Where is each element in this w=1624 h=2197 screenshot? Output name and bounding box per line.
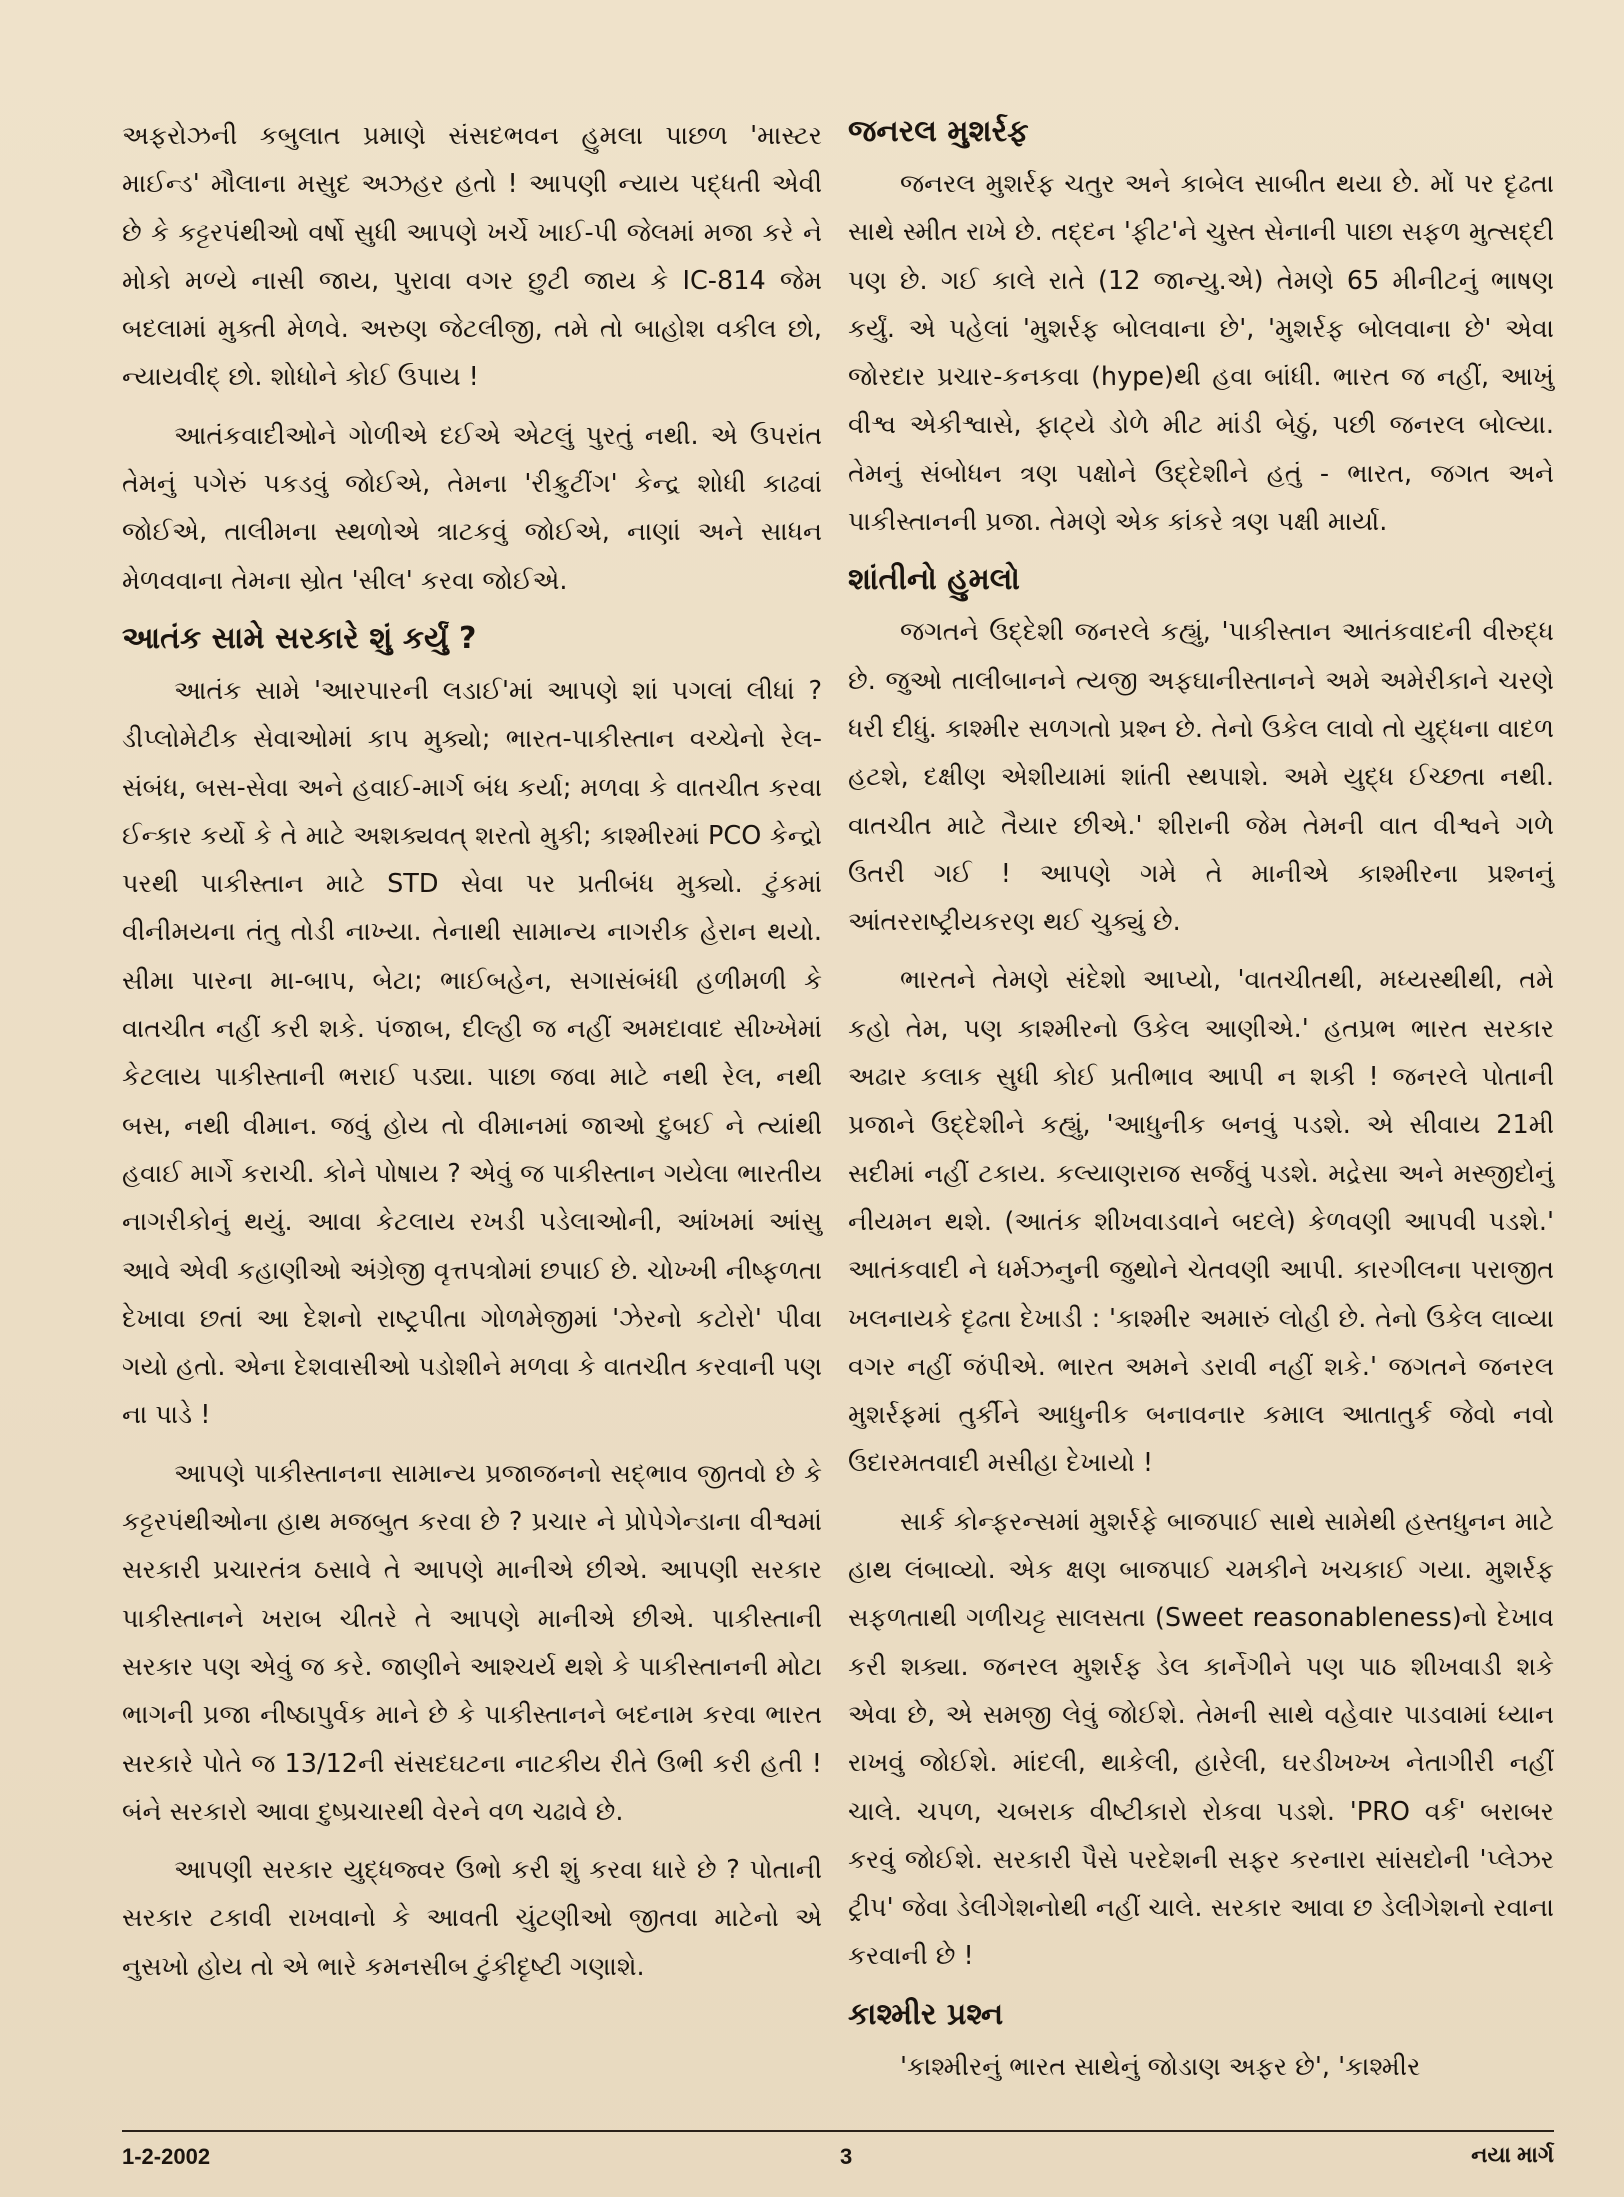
- section-heading: શાંતીનો હુમલો: [848, 562, 1020, 598]
- section-heading: જનરલ મુશર્રફ: [848, 114, 1029, 149]
- paragraph: જનરલ મુશર્રફ ચતુર અને કાબેલ સાબીત થયા છે. મોં પર દૃઢતા સાથે સ્મીત રાખે છે. તદ્દન 'ફીટ'ને ચુસ્ત સેનાની પાછા સફળ મુત્સદ્દી પણ છે. ગઈ કાલે રાતે (12 જાન્યુ.એ) તેમણે 65 મીનીટનું ભાષણ કર્યું. એ પહેલાં 'મુશર્રફ બોલવાના છે', 'મુશર્રફ બોલવાના છે' એવા જોરદાર પ્રચાર-કનકવા (hype)થી હવા બાંધી. ભારત જ નહીં, આખું વીશ્વ એકીશ્વાસે, ફાટ્યે ડોળે મીટ માંડી બેઠું, પછી જનરલ બોલ્યા. તેમનું સંબોધન ત્રણ પક્ષોને ઉદ્દેશીને હતું - ભારત, જગત અને પાકીસ્તાનની પ્રજા. તેમણે એક કાંકરે ત્રણ પક્ષી માર્યા.: [848, 169, 1554, 538]
- paragraph: જગતને ઉદ્દેશી જનરલે કહ્યું, 'પાકીસ્તાન આતંકવાદની વીરુદ્ધ છે. જુઓ તાલીબાનને ત્યજી અફઘાનીસ્તાનને અમે અમેરીકાને ચરણે ધરી દીધું. કાશ્મીર સળગતો પ્રશ્ન છે. તેનો ઉકેલ લાવો તો યુદ્ધના વાદળ હટશે, દક્ષીણ એશીયામાં શાંતી સ્થપાશે. અમે યુદ્ધ ઈચ્છતા નથી. વાતચીત માટે તૈયાર છીએ.' શીરાની જેમ તેમની વાત વીશ્વને ગળે ઉતરી ગઈ ! આપણે ગમે તે માનીએ કાશ્મીરના પ્રશ્નનું આંતરરાષ્ટ્રીયકરણ થઈ ચુક્યું છે.: [848, 617, 1554, 938]
- paragraph: આતંક સામે 'આરપારની લડાઈ'માં આપણે શાં પગલાં લીધાં ? ડીપ્લોમેટીક સેવાઓમાં કાપ મુક્યો; ભારત-પાકીસ્તાન વચ્ચેનો રેલ-સંબંધ, બસ-સેવા અને હવાઈ-માર્ગ બંધ કર્યા; મળવા કે વાતચીત કરવા ઈન્કાર કર્યો કે તે માટે અશક્યવત્ શરતો મુકી; કાશ્મીરમાં PCO કેન્દ્રો પરથી પાકીસ્તાન માટે STD સેવા પર પ્રતીબંધ મુક્યો. ટુંકમાં વીનીમયના તંતુ તોડી નાખ્યા. તેનાથી સામાન્ય નાગરીક હેરાન થયો. સીમા પારના મા-બાપ, બેટા; ભાઈબહેન, સગાસંબંધી હળીમળી કે વાતચીત નહીં કરી શકે. પંજાબ, દીલ્હી જ નહીં અમદાવાદ સીખ્ખેમાં કેટલાય પાકીસ્તાની ભરાઈ પડ્યા. પાછા જવા માટે નથી રેલ, નથી બસ, નથી વીમાન. જવું હોય તો વીમાનમાં જાઓ દુબઈ ને ત્યાંથી હવાઈ માર્ગે કરાચી. કોને પોષાય ? એવું જ પાકીસ્તાન ગયેલા ભારતીય નાગરીકોનું થયું. આવા કેટલાય રખડી પડેલાઓની, આંખમાં આંસુ આવે એવી કહાણીઓ અંગ્રેજી વૃત્તપત્રોમાં છપાઈ છે. ચોખ્ખી નીષ્ફળતા દેખાવા છતાં આ દેશનો રાષ્ટ્રપીતા ગોળમેજીમાં 'ઝેરનો કટોરો' પીવા ગયો હતો. એના દેશવાસીઓ પડોશીને મળવા કે વાતચીત કરવાની પણ ના પાડે !: [122, 675, 822, 1431]
- paragraph: આપણી સરકાર યુદ્ધજ્વર ઉભો કરી શું કરવા ધારે છે ? પોતાની સરકાર ટકાવી રાખવાનો કે આવતી ચુંટણીઓ જીતવા માટેનો એ નુસખો હોય તો એ ભારે કમનસીબ ટુંકીદૃષ્ટી ગણાશે.: [122, 1855, 822, 1982]
- paragraph: ભારતને તેમણે સંદેશો આપ્યો, 'વાતચીતથી, મધ્યસ્થીથી, તમે કહો તેમ, પણ કાશ્મીરનો ઉકેલ આણીએ.' હતપ્રભ ભારત સરકાર અઢાર કલાક સુધી કોઈ પ્રતીભાવ આપી ન શકી ! જનરલે પોતાની પ્રજાને ઉદ્દેશીને કહ્યું, 'આધુનીક બનવું પડશે. એ સીવાય 21મી સદીમાં નહીં ટકાય. કલ્યાણરાજ સર્જવું પડશે. મદ્રેસા અને મસ્જીદોનું નીયમન થશે. (આતંક શીખવાડવાને બદલે) કેળવણી આપવી પડશે.' આતંકવાદી ને ધર્મઝનુની જુથોને ચેતવણી આપી. કારગીલના પરાજીત ખલનાયકે દૃઢતા દેખાડી : 'કાશ્મીર અમારું લોહી છે. તેનો ઉકેલ લાવ્યા વગર નહીં જંપીએ. ભારત અમને ડરાવી નહીં શકે.' જગતને જનરલ મુશર્રફમાં તુર્કીને આધુનીક બનાવનાર કમાલ આતાતુર્ક જેવો નવો ઉદારમતવાદી મસીહા દેખાયો !: [848, 965, 1554, 1479]
- section-heading: કાશ્મીર પ્રશ્ન: [848, 1996, 1004, 2032]
- page-footer: [122, 2130, 1554, 2182]
- paragraph: આપણે પાકીસ્તાનના સામાન્ય પ્રજાજનનો સદ્ભાવ જીતવો છે કે કટ્ટરપંથીઓના હાથ મજબુત કરવા છે ? પ્રચાર ને પ્રોપેગેન્ડાના વીશ્વમાં સરકારી પ્રચારતંત્ર ઠસાવે તે આપણે માનીએ છીએ. આપણી સરકાર પાકીસ્તાનને ખરાબ ચીતરે તે આપણે માનીએ છીએ. પાકીસ્તાની સરકાર પણ એવું જ કરે. જાણીને આશ્ચર્ય થશે કે પાકીસ્તાનની મોટા ભાગની પ્રજા નીષ્ઠાપુર્વક માને છે કે પાકીસ્તાનને બદનામ કરવા ભારત સરકારે પોતે જ 13/12ની સંસદઘટના નાટકીય રીતે ઉભી કરી હતી ! બંને સરકારો આવા દુષ્પ્રચારથી વેરને વળ ચઢાવે છે.: [122, 1458, 822, 1827]
- page-number: 3: [840, 2144, 853, 2169]
- issue-date: 1-2-2002: [122, 2144, 211, 2169]
- magazine-name: નયા માર્ગ: [1471, 2142, 1554, 2167]
- right-column: [848, 112, 1554, 2091]
- section-heading: આતંક સામે સરકારે શું કર્યું ?: [122, 620, 477, 656]
- paragraph: અફરોઝની કબુલાત પ્રમાણે સંસદભવન હુમલા પાછળ 'માસ્ટર માઈન્ડ' મૌલાના મસુદ અઝહર હતો ! આપણી ન્યાય પદ્ધતી એવી છે કે કટ્ટરપંથીઓ વર્ષો સુધી આપણે ખર્ચે ખાઈ-પી જેલમાં મજા કરે ને મોકો મળ્યે નાસી જાય, પુરાવા વગર છુટી જાય કે IC-814 જેમ બદલામાં મુક્તી મેળવે. અરુણ જેટલીજી, તમે તો બાહોશ વકીલ છો, ન્યાયવીદ્ છો. શોધોને કોઈ ઉપાય !: [122, 121, 822, 393]
- paragraph: આતંકવાદીઓને ગોળીએ દઈએ એટલું પુરતું નથી. એ ઉપરાંત તેમનું પગેરું પકડવું જોઈએ, તેમના 'રીક્રુટીંગ' કેન્દ્ર શોધી કાઢવાં જોઈએ, તાલીમના સ્થળોએ ત્રાટકવું જોઈએ, નાણાં અને સાધન મેળવવાના તેમના સ્રોત 'સીલ' કરવા જોઈએ.: [122, 420, 822, 596]
- paragraph: 'કાશ્મીરનું ભારત સાથેનું જોડાણ અફર છે', 'કાશ્મીર: [900, 2051, 1421, 2082]
- paragraph: સાર્ક કોન્ફરન્સમાં મુશર્રફે બાજપાઈ સાથે સામેથી હસ્તધુનન માટે હાથ લંબાવ્યો. એક ક્ષણ બાજપાઈ ચમકીને ખચકાઈ ગયા. મુશર્રફ સફળતાથી ગળીચટ્ટ સાલસતા (Sweet reasonableness)નો દેખાવ કરી શક્યા. જનરલ મુશર્રફ ડેલ કાર્નેગીને પણ પાઠ શીખવાડી શકે એવા છે, એ સમજી લેવું જોઈશે. તેમની સાથે વહેવાર પાડવામાં ધ્યાન રાખવું જોઈશે. માંદલી, થાકેલી, હારેલી, ઘરડીખખ્ખ નેતાગીરી નહીં ચાલે. ચપળ, ચબરાક વીષ્ટીકારો રોકવા પડશે. 'PRO વર્ક' બરાબર કરવું જોઈશે. સરકારી પૈસે પરદેશની સફર કરનારા સાંસદોની 'પ્લેઝર ટ્રીપ' જેવા ડેલીગેશનોથી નહીં ચાલે. સરકાર આવા છ ડેલીગેશનો રવાના કરવાની છે !: [848, 1506, 1554, 1972]
- left-column: [122, 112, 822, 1991]
